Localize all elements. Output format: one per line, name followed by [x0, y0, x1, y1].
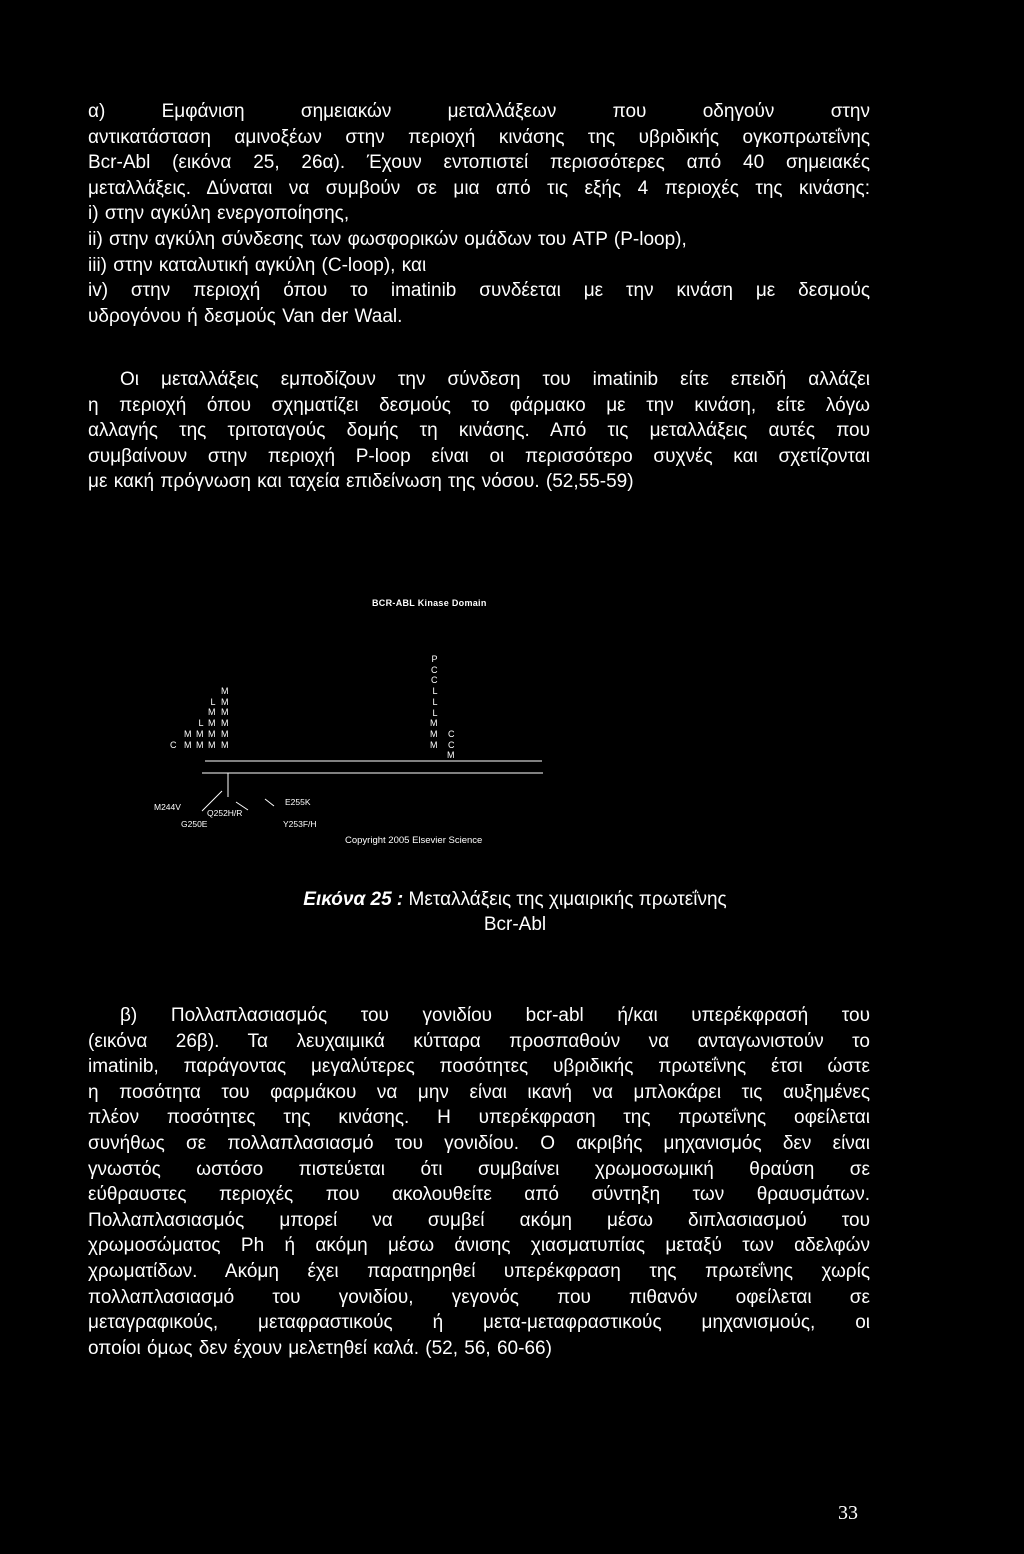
mutation-label: Q252H/R: [207, 808, 243, 818]
paragraph-mutation-effects: [88, 367, 870, 495]
mutation-label: M244V: [154, 802, 181, 812]
text-line: η ποσότητα του φαρμάκου να μην είναι ικανή να μπλοκάρει τις αυξημένες: [88, 1081, 870, 1103]
mutation-column: L M M M M: [208, 696, 216, 750]
text-line: συνήθως σε πολλαπλασιασμό του γονιδίου. Ο ακριβής μηχανισμός δεν είναι: [88, 1132, 870, 1154]
text-line: συμβαίνουν στην περιοχή P-loop είναι οι περισσότερο συχνές και σχετίζονται: [88, 445, 870, 467]
text-line: iv) στην περιοχή όπου το imatinib συνδέεται με την κινάση με δεσμούς: [88, 280, 870, 302]
caption-text: Μεταλλάξεις της χιμαιρικής πρωτεΐνης: [403, 889, 727, 910]
text-line: πολλαπλασιασμό του γονιδίου, γεγονός που πιθανόν οφείλεται σε: [88, 1286, 870, 1308]
text-line: πλέον ποσότητες της κινάσης. Η υπερέκφραση της πρωτεΐνης οφείλεται: [88, 1107, 870, 1129]
text-line: χρωματίδων. Ακόμη έχει παρατηρηθεί υπερέκφραση της πρωτεΐνης χωρίς: [88, 1260, 870, 1282]
text-line: Bcr-Abl (εικόνα 25, 26α). Έχουν εντοπιστεί περισσότερες από 40 σημειακές: [88, 152, 870, 174]
figure-caption: [140, 887, 890, 937]
text-line: υδρογόνου ή δεσμούς Van der Waal.: [88, 305, 403, 327]
caption-label: Εικόνα 25 :: [303, 889, 404, 910]
mutation-label: G250E: [181, 819, 208, 829]
text-line: Οι μεταλλάξεις εμποδίζουν την σύνδεση του imatinib είτε επειδή αλλάζει: [120, 369, 870, 390]
page-number: 33: [838, 1502, 858, 1524]
mutation-label: Y253F/H: [283, 819, 317, 829]
mutation-label: E255K: [285, 797, 311, 807]
text-line: αλλαγής της τριτοταγούς δομής τη κινάσης. Από τις μεταλλάξεις αυτές που: [88, 420, 870, 442]
text-line: Πολλαπλασιασμός μπορεί να συμβεί ακόμη μέσω διπλασιασμού του: [88, 1209, 870, 1231]
mutation-column: C C M: [447, 729, 455, 761]
text-line: η περιοχή όπου σχηματίζει δεσμούς το φάρμακο με την κινάση, είτε λόγω: [88, 394, 870, 416]
text-line: μεταλλάξεις. Δύναται να συμβούν σε μια από τις εξής 4 περιοχές της κινάσης:: [88, 177, 870, 199]
kinase-domain-figure: [140, 590, 560, 860]
text-line: χρωμοσώματος Ph ή ακόμη μέσω άνισης χιασματυπίας μεταξύ των αδελφών: [88, 1235, 870, 1257]
text-line: i) στην αγκύλη ενεργοποίησης,: [88, 203, 350, 225]
paragraph-gene-amplification: [88, 1003, 870, 1361]
paragraph-point-mutations: [88, 99, 870, 329]
mutation-column: P C C L L L M M M: [430, 654, 438, 750]
text-line: αντικατάσταση αμινοξέων στην περιοχή κινάσης της υβριδικής ογκοπρωτεΐνης: [88, 126, 870, 148]
text-line: ii) στην αγκύλη σύνδεσης των φωσφορικών ομάδων του ATP (P-loop),: [88, 228, 687, 250]
text-line: γνωστός ωστόσο πιστεύεται ότι συμβαίνει χρωμοσωμική θραύση σε: [88, 1158, 870, 1180]
mutation-column: C: [170, 739, 177, 750]
mutation-column: M M M M M M: [221, 686, 229, 750]
text-line: iii) στην καταλυτική αγκύλη (C-loop), και: [88, 254, 427, 276]
text-line: α) Εμφάνιση σημειακών μεταλλάξεων που οδηγούν στην: [88, 101, 870, 122]
copyright-notice: Copyright 2005 Elsevier Science: [345, 835, 483, 846]
text-line: β) Πολλαπλασιασμός του γονιδίου bcr-abl ή/και υπερέκφρασή του: [120, 1005, 870, 1026]
text-line: εύθραυστες περιοχές που ακολουθείτε από σύντηξη των θραυσμάτων.: [88, 1184, 870, 1206]
figure-title: BCR-ABL Kinase Domain: [372, 598, 487, 608]
text-line: imatinib, παράγοντας μεγαλύτερες ποσότητες υβριδικής πρωτεΐνης έτσι ώστε: [88, 1056, 870, 1078]
text-line: με κακή πρόγνωση και ταχεία επιδείνωση της νόσου. (52,55-59): [88, 471, 634, 493]
text-line: μεταγραφικούς, μεταφραστικούς ή μετα-μεταφραστικούς μηχανισμούς, οι: [88, 1312, 870, 1334]
text-line: οποίοι όμως δεν έχουν μελετηθεί καλά. (52, 56, 60-66): [88, 1337, 552, 1359]
pointer-line: [265, 799, 274, 806]
mutation-column: M M: [184, 728, 192, 750]
mutation-column: L M M: [196, 718, 204, 750]
text-line: (εικόνα 26β). Τα λευχαιμικά κύτταρα προσπαθούν να ανταγωνιστούν το: [88, 1030, 870, 1052]
caption-text: Bcr-Abl: [483, 914, 547, 935]
